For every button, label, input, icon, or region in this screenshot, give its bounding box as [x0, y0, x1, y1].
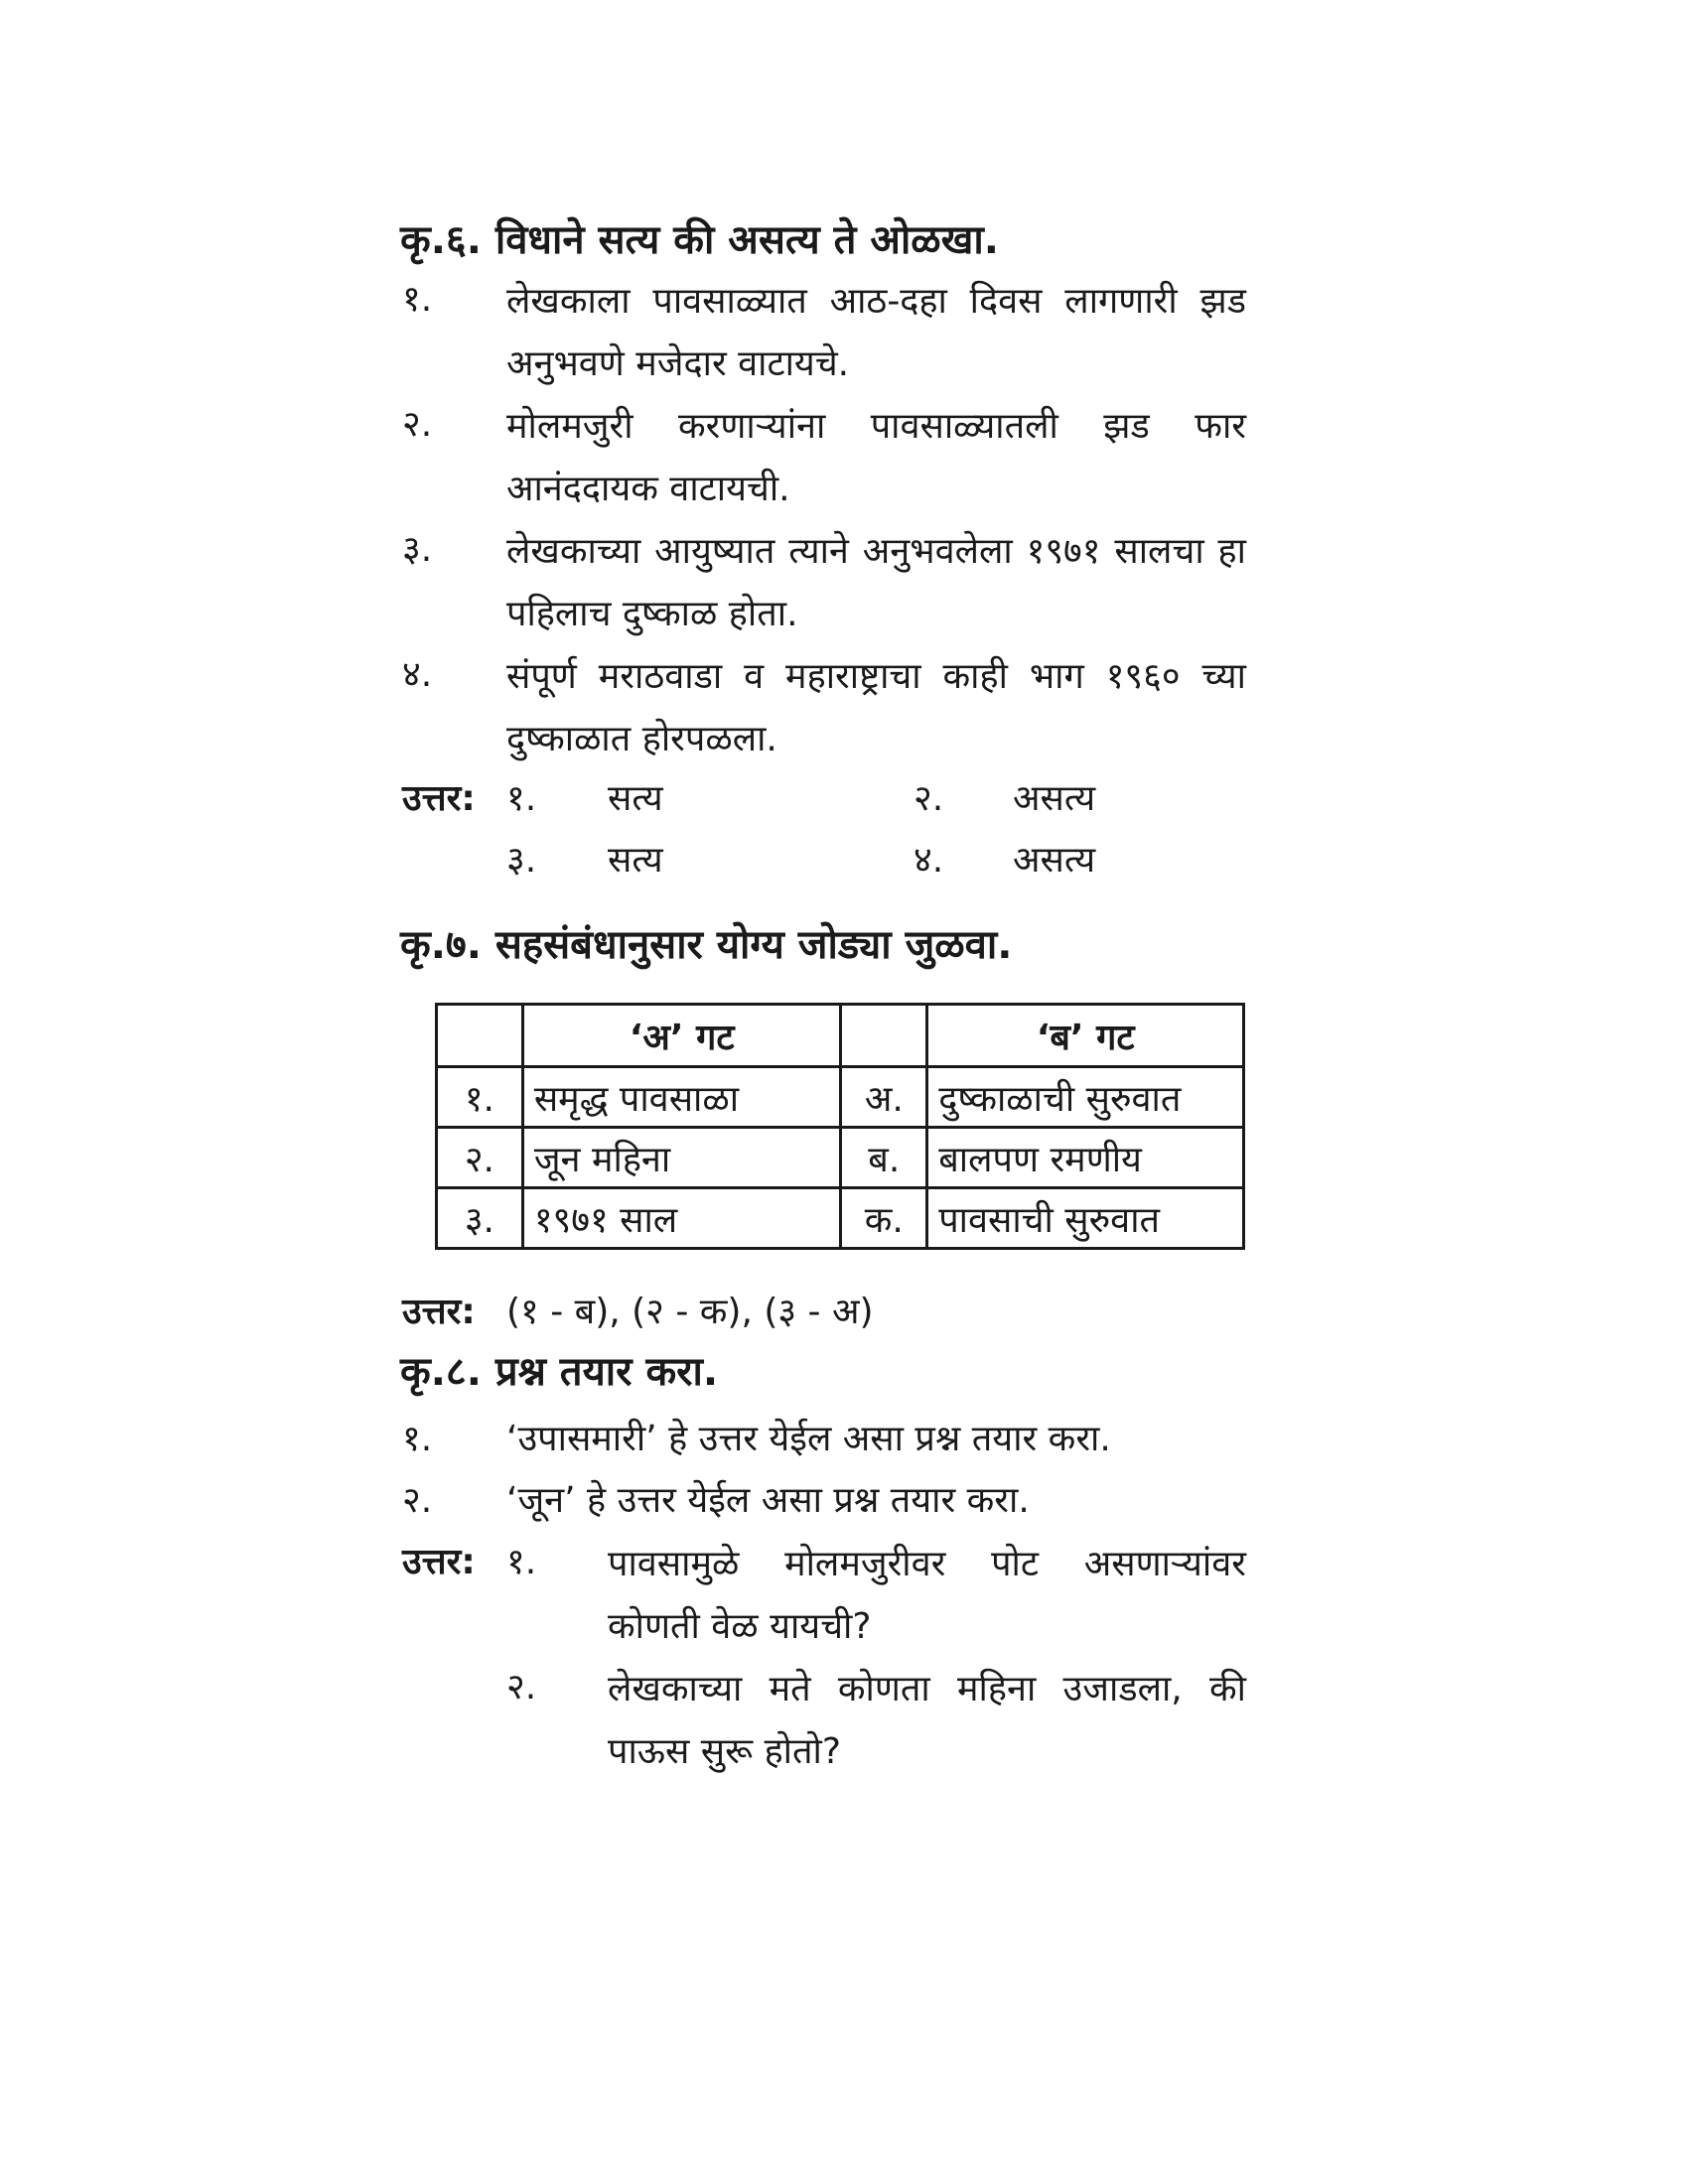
q6-answer-4-number: ४.: [914, 840, 944, 881]
row-marker: ब.: [841, 1128, 927, 1188]
row-number: ३.: [437, 1188, 523, 1249]
group-b-item: पावसाची सुरुवात: [927, 1188, 1244, 1249]
match-table-header: [437, 1005, 1244, 1067]
row-number: १.: [437, 1067, 523, 1128]
q8-answer-1: पावसामुळे मोलमजुरीवर पोट असणाऱ्यांवर कोणती वेळ यायची?: [608, 1544, 1246, 1647]
q6-statement-4-number: ४.: [402, 654, 433, 695]
q7-heading: कृ.७. सहसंबंधानुसार योग्य जोड्या जुळवा.: [400, 922, 1013, 968]
table-row: [437, 1188, 1244, 1249]
header-blank-2: [841, 1005, 927, 1067]
q8-item-1: ‘उपासमारी’ हे उत्तर येईल असा प्रश्न तयार करा.: [506, 1419, 1111, 1459]
q6-answer-4-value: असत्य: [1013, 840, 1096, 881]
q8-item-1-number: १.: [402, 1419, 433, 1459]
table-row: [437, 1128, 1244, 1188]
q7-answer: (१ - ब), (२ - क), (३ - अ): [506, 1292, 874, 1332]
q6-answer-2-value: असत्य: [1013, 778, 1096, 819]
header-blank-1: [437, 1005, 523, 1067]
group-b-item: दुष्काळाची सुरुवात: [927, 1067, 1244, 1128]
q6-answer-label: उत्तर:: [402, 778, 476, 819]
q6-answer-1-value: सत्य: [608, 778, 663, 819]
q6-statement-3: लेखकाच्या आयुष्यात त्याने अनुभवलेला १९७१ सालचा हा पहिलाच दुष्काळ होता.: [506, 531, 1246, 634]
q8-item-2: ‘जून’ हे उत्तर येईल असा प्रश्न तयार करा.: [506, 1480, 1030, 1521]
row-number: २.: [437, 1128, 523, 1188]
header-group-b: ‘ब’ गट: [927, 1005, 1244, 1067]
q6-statement-1-number: १.: [402, 279, 433, 320]
header-group-a: ‘अ’ गट: [522, 1005, 841, 1067]
q8-item-2-number: २.: [402, 1480, 433, 1521]
q6-statement-2: मोलमजुरी करणाऱ्यांना पावसाळ्यातली झड फार आनंददायक वाटायची.: [506, 406, 1246, 509]
group-a-item: १९७१ साल: [522, 1188, 841, 1249]
q6-heading: कृ.६. विधाने सत्य की असत्य ते ओळखा.: [400, 217, 999, 263]
q6-answer-3-number: ३.: [506, 840, 537, 881]
group-b-item: बालपण रमणीय: [927, 1128, 1244, 1188]
q8-heading: कृ.८. प्रश्न तयार करा.: [400, 1349, 719, 1395]
q6-answer-2-number: २.: [914, 778, 944, 819]
match-table: [435, 1003, 1245, 1250]
group-a-item: जून महिना: [522, 1128, 841, 1188]
q7-answer-label: उत्तर:: [402, 1292, 476, 1332]
q6-statement-3-number: ३.: [402, 529, 433, 570]
table-row: [437, 1067, 1244, 1128]
row-marker: क.: [841, 1188, 927, 1249]
q6-statement-4: संपूर्ण मराठवाडा व महाराष्ट्राचा काही भाग १९६० च्या दुष्काळात होरपळला.: [506, 656, 1246, 759]
q8-answer-2: लेखकाच्या मते कोणता महिना उजाडला, की पाऊस सुरू होतो?: [608, 1669, 1246, 1772]
q6-statement-2-number: २.: [402, 404, 433, 445]
row-marker: अ.: [841, 1067, 927, 1128]
q8-answer-label: उत्तर:: [402, 1542, 476, 1582]
q6-answer-3-value: सत्य: [608, 840, 663, 881]
q8-answer-1-number: १.: [506, 1542, 537, 1582]
q6-answer-1-number: १.: [506, 778, 537, 819]
q8-answer-2-number: २.: [506, 1667, 537, 1707]
q6-statement-1: लेखकाला पावसाळ्यात आठ-दहा दिवस लागणारी झड अनुभवणे मजेदार वाटायचे.: [506, 281, 1246, 384]
group-a-item: समृद्ध पावसाळा: [522, 1067, 841, 1128]
